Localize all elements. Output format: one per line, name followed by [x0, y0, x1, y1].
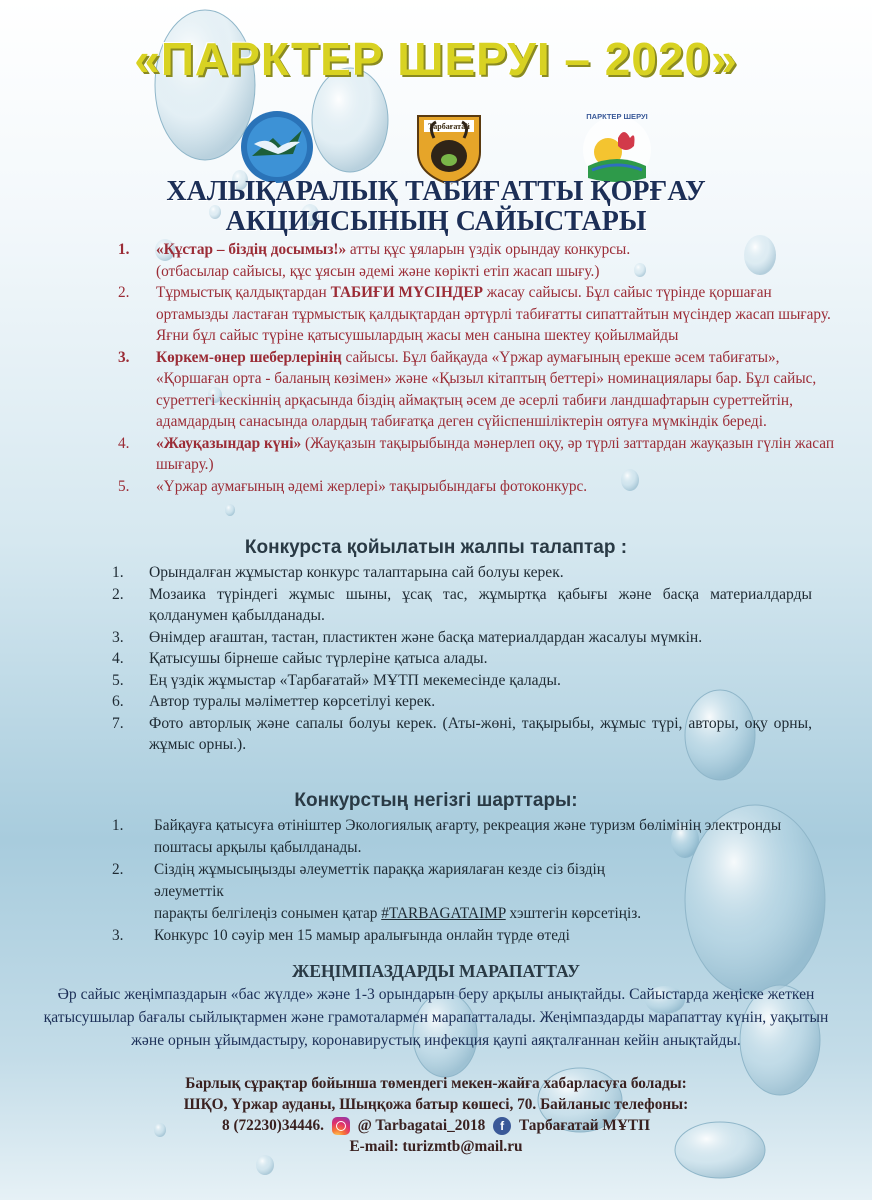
conditions-list — [112, 815, 812, 947]
contact-line2: ШҚО, Үржар ауданы, Шыңқожа батыр көшесі, 70. Байланыс телефоны: — [183, 1096, 689, 1113]
condition-item: 2. Сіздің жұмысыңызды әлеуметтік параққа жариялаған кезде сіз біздің әлеуметтік парақты белгілеңіз сонымен қатар #TARBAGATAIMP хэштегін көрсетіңіз. — [112, 861, 642, 922]
water-drop — [225, 504, 235, 516]
requirements-list — [112, 562, 812, 756]
requirements-heading: Конкурста қойылатын жалпы талаптар : — [244, 537, 628, 558]
tarbagatai-logo-text: Тарбағатай — [428, 122, 470, 131]
contest-item: 1. «Құстар – біздің досымыз!» атты құс ұяларын үздік орындау конкурсы. (отбасылар сайысы, құс ұясын әдемі және көрікті етіп жасап шығу.) — [118, 241, 631, 280]
requirement-item: 6. Автор туралы мәліметтер көрсетілуі керек. — [112, 693, 436, 710]
phone-number: 8 (72230)34446. — [221, 1117, 324, 1134]
conditions-heading: Конкурстың негізгі шарттары: — [294, 790, 578, 811]
condition-item: 1. Байқауға қатысуға өтініштер Экологиялық ағарту, рекреация және туризм бөлімінің электронды поштасы арқылы қабылданады. — [112, 817, 782, 856]
condition-item: 3. Конкурс 10 сәуір мен 15 мамыр аралығында онлайн түрде өтеді — [112, 927, 570, 944]
bird-emblem-icon — [238, 108, 316, 186]
poster-title: «ПАРКТЕР ШЕРУІ – 2020» — [134, 33, 738, 85]
awards-section — [40, 960, 832, 1052]
contest-item: 2. Тұрмыстық қалдықтардан ТАБИҒИ МҮСІНДЕР жасау сайысы. Бұл сайыс түрінде қоршаған ортамызды ластаған тұрмыстық қалдықтардан әртүрлі табиғатты сипаттайтын мүсіндер жасап шығару. Яғни бұл сайыс түріне қатысушылардың жасы мен санына шектеу қойылмайды — [118, 284, 831, 344]
parkter-logo-text: ПАРКТЕР ШЕРУІ — [586, 112, 648, 121]
facebook-icon[interactable]: f — [493, 1117, 511, 1135]
contact-email[interactable]: E-mail: turizmtb@mail.ru — [349, 1138, 523, 1155]
contest-item: 4. «Жауқазындар күні» (Жауқазын тақырыбында мәнерлеп оқу, әр түрлі заттардан жауқазын гүлін жасап шығару.) — [118, 434, 835, 473]
facebook-page[interactable]: Тарбағатай МҰТП — [518, 1117, 651, 1134]
hashtag-link[interactable]: #TARBAGATAIMP — [381, 905, 506, 922]
awards-text: Әр сайыс жеңімпаздарын «бас жүлде» және 1-3 орындарын беру арқылы анықтайды. Сайыстарда жеңіске жеткен қатысушылар бағалы сыйлықтармен және грамоталармен марапатталады. Жеңімпаздарды марапаттау күнін, уақытын және орнын ұйымдастыру, коронавирустық инфекция қаупі аяқталғаннан кейін анықтайды. — [43, 986, 829, 1049]
contest-item: 3. Көркем-өнер шеберлерінің сайысы. Бұл байқауда «Үржар аумағының ерекше әсем табиғаты», «Қоршаған орта - баланың көзімен» және «Қызыл кітаптың беттері» номинациялары бар. Бұл сайыс, суреттегі кескіннің арқасында біздің аймақтың әсем де әсерлі табиғи ландшафтарын суреттейтін, адамдардың санасында олардың табиғатқа деген сүйіспеншіліктерін оятуға мүмкіндік береді. — [118, 348, 817, 430]
contest-item: 5. «Үржар аумағының әдемі жерлері» тақырыбындағы фотоконкурс. — [118, 477, 588, 495]
instagram-icon[interactable] — [332, 1117, 350, 1135]
requirement-item: 5. Ең үздік жұмыстар «Тарбағатай» МҰТП мекемесінде қалады. — [112, 671, 561, 689]
contact-line1: Барлық сұрақтар бойынша төмендегі мекен-жайға хабарласуға болады: — [185, 1075, 687, 1092]
requirement-item: 7. Фото авторлық және сапалы болуы керек. (Аты-жөні, тақырыбы, жұмыс түрі, авторы, оқу орны, жұмыс орны.). — [112, 714, 812, 753]
awards-heading: ЖЕҢІМПАЗДАРДЫ МАРАПАТТАУ — [292, 961, 580, 981]
main-heading-line2: АКЦИЯСЫНЫҢ САЙЫСТАРЫ — [225, 206, 647, 237]
requirement-item: 3. Өнімдер ағаштан, тастан, пластиктен және басқа материалдардан жасалуы мүмкін. — [112, 628, 703, 646]
tarbagatai-logo-icon — [410, 108, 488, 186]
parkter-sheruі-logo-icon — [578, 108, 656, 186]
requirement-item: 4. Қатысушы бірнеше сайыс түрлеріне қатыса алады. — [112, 650, 488, 667]
contact-line3 — [0, 1115, 872, 1136]
instagram-handle[interactable]: @ Tarbagatai_2018 — [357, 1117, 486, 1134]
water-drop — [256, 1155, 274, 1175]
requirement-item: 2. Мозаика түріндегі жұмыс шыны, ұсақ тас, жұмыртқа қабығы және басқа материалдарды қолданумен қабылданады. — [112, 585, 812, 624]
requirement-item: 1. Орындалған жұмыстар конкурс талаптарына сай болуы керек. — [112, 564, 564, 581]
contests-list — [118, 239, 838, 497]
contact-section — [0, 1073, 872, 1157]
main-heading-line1: ХАЛЫҚАРАЛЫҚ ТАБИҒАТТЫ ҚОРҒАУ — [166, 176, 706, 207]
logos-row — [0, 108, 872, 186]
